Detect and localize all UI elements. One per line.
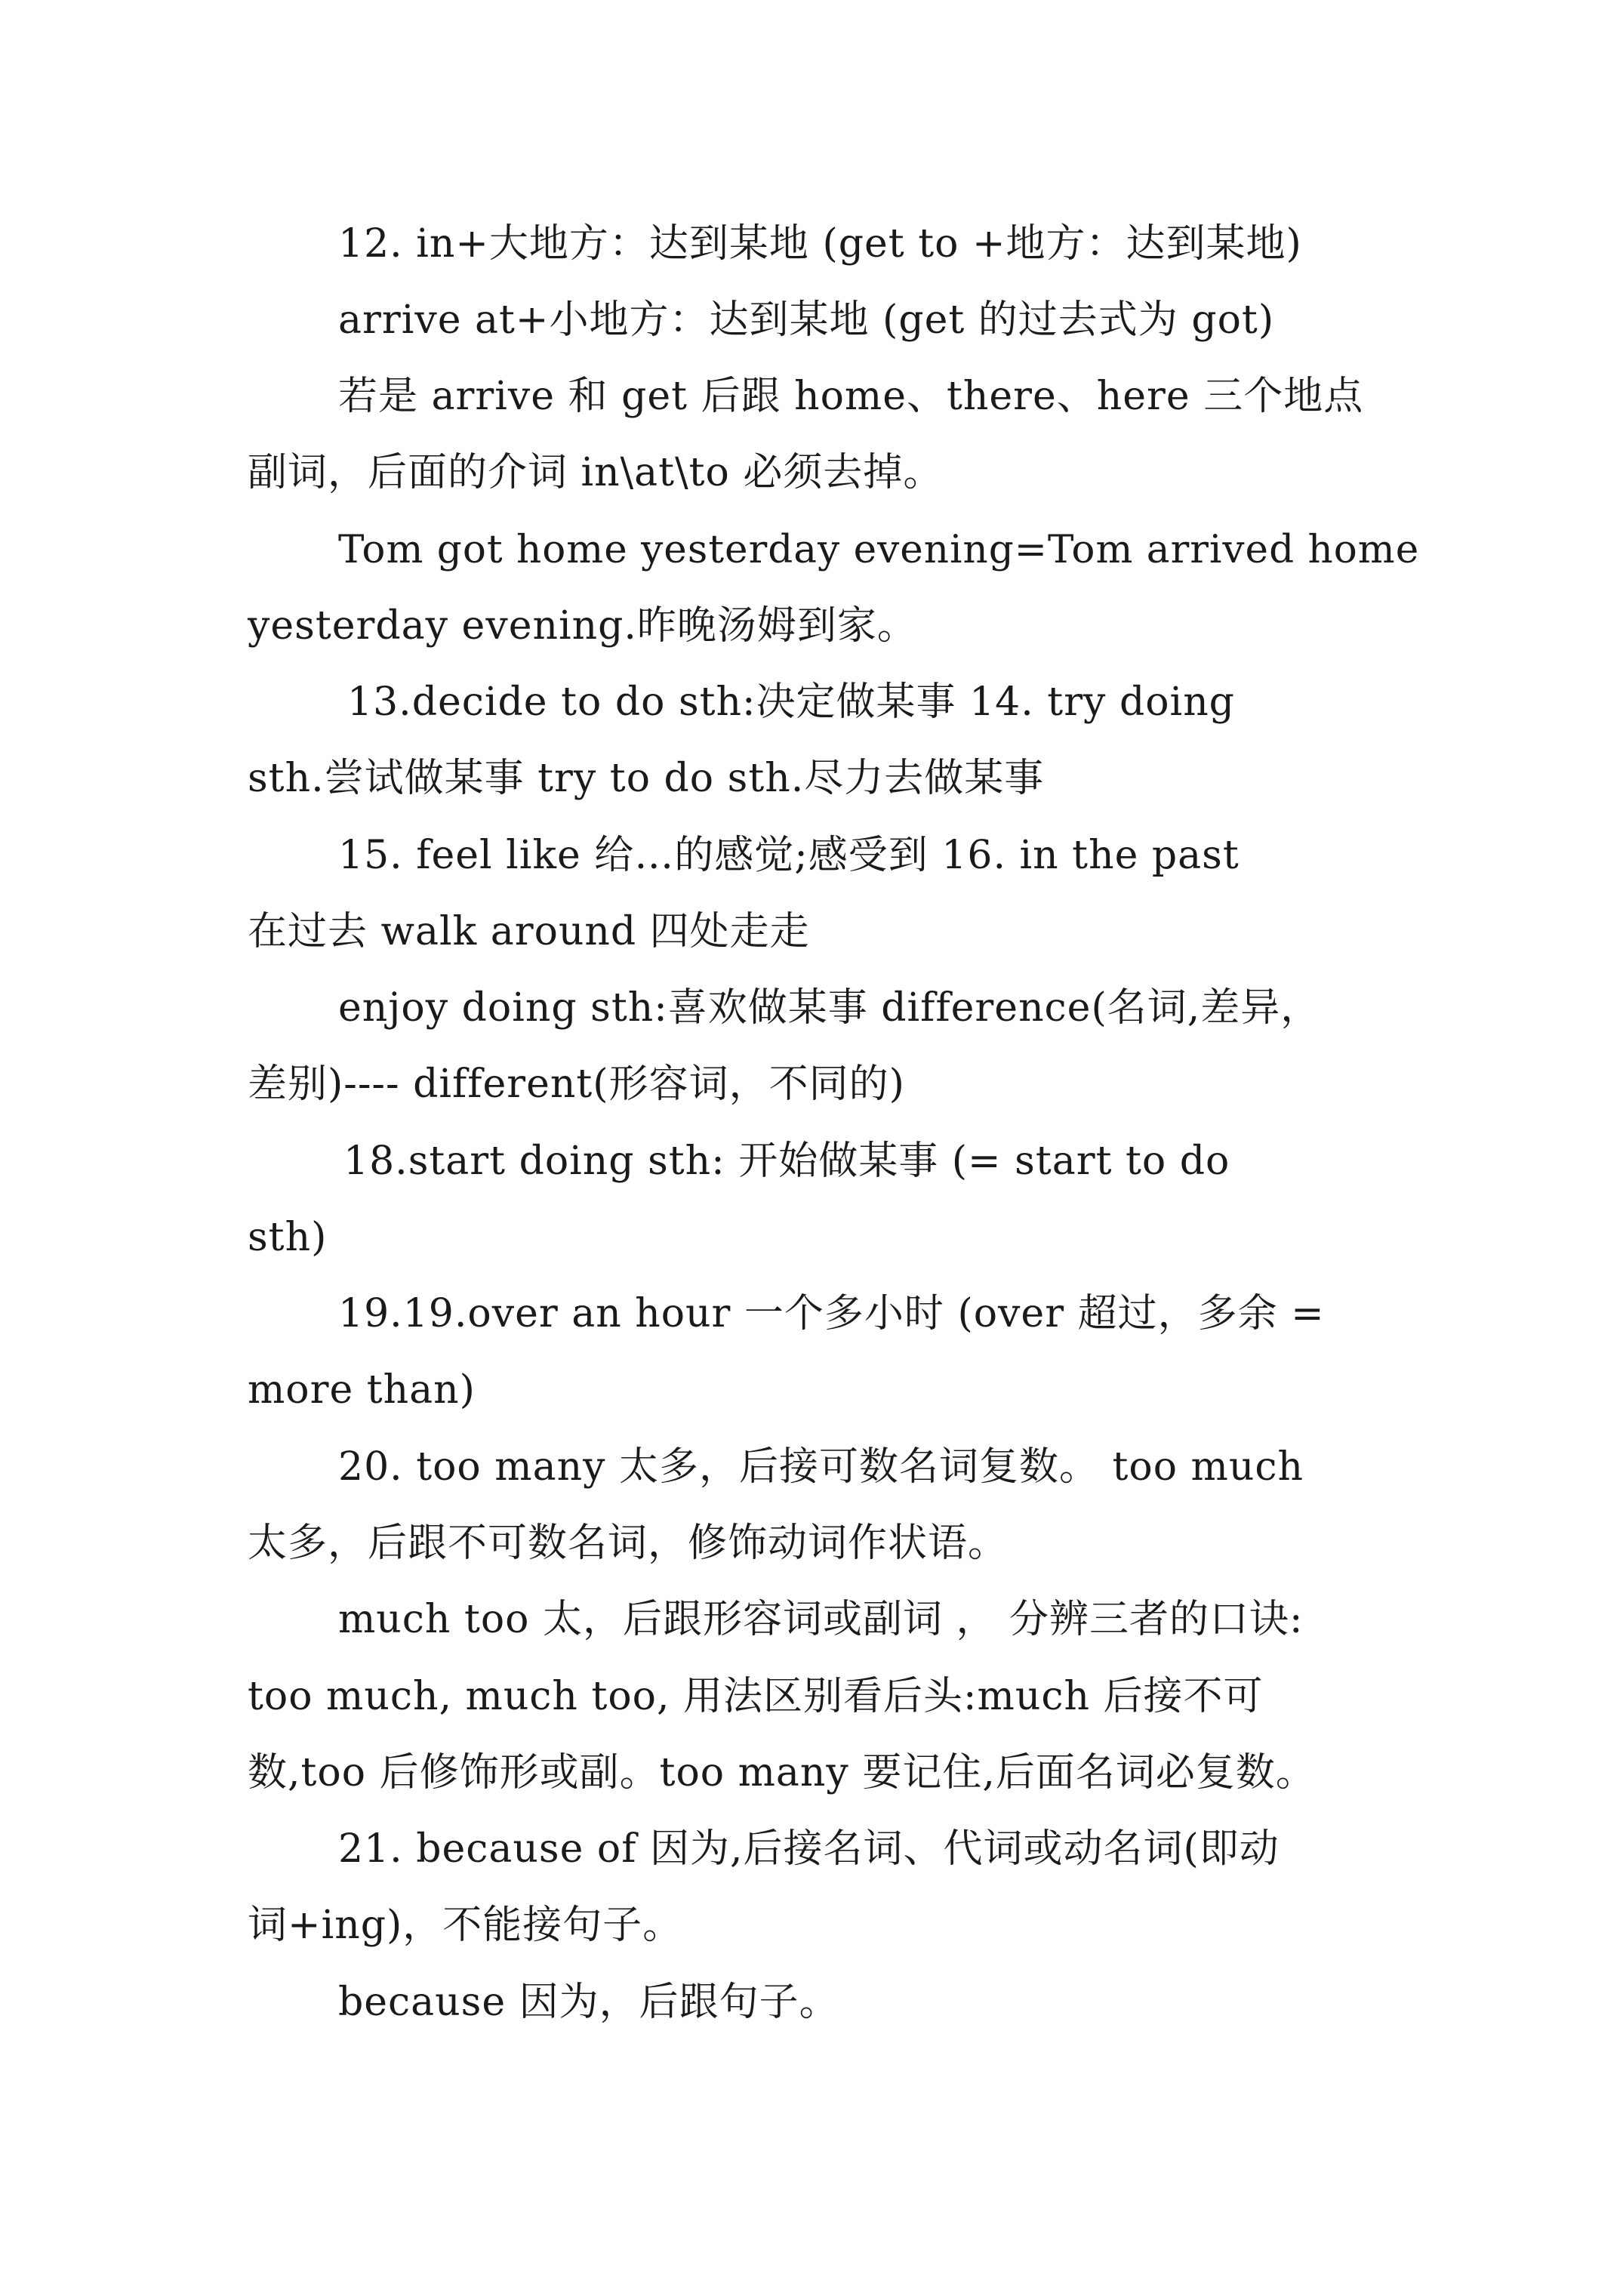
text-line-16: more than) — [248, 1367, 476, 1413]
text-line-22: 21. because of 因为,后接名词、代词或动名词(即动 — [338, 1826, 1280, 1872]
text-line-4: 副词，后面的介词 in\at\to 必须去掉。 — [248, 450, 944, 495]
text-line-10: 在过去 walk around 四处走走 — [248, 909, 810, 954]
text-line-9: 15. feel like 给…的感觉;感受到 16. in the past — [338, 833, 1240, 878]
text-line-3: 若是 arrive 和 get 后跟 home、there、here 三个地点 — [338, 374, 1364, 419]
text-line-2: arrive at+小地方：达到某地 (get 的过去式为 got) — [338, 297, 1275, 343]
text-line-8: sth.尝试做某事 try to do sth.尽力去做某事 — [248, 756, 1045, 801]
text-line-5: Tom got home yesterday evening=Tom arrived home — [338, 527, 1420, 572]
text-line-21: 数,too 后修饰形或副。too many 要记住,后面名词必复数。 — [248, 1750, 1316, 1795]
text-line-13: 18.start doing sth: 开始做某事 (= start to do — [343, 1139, 1230, 1184]
text-line-12: 差别)---- different(形容词，不同的) — [248, 1062, 905, 1107]
text-line-24: because 因为，后跟句子。 — [338, 1980, 839, 2025]
text-line-15: 19.19.over an hour 一个多小时 (over 超过，多余 = — [338, 1291, 1325, 1336]
text-line-17: 20. too many 太多，后接可数名词复数。 too much — [338, 1444, 1304, 1490]
text-line-11: enjoy doing sth:喜欢做某事 difference(名词,差异， — [338, 985, 1321, 1031]
text-line-14: sth) — [248, 1215, 328, 1260]
text-line-18: 太多，后跟不可数名词，修饰动词作状语。 — [248, 1521, 1009, 1566]
text-line-6: yesterday evening.昨晚汤姆到家。 — [248, 603, 917, 649]
text-line-23: 词+ing)，不能接句子。 — [248, 1903, 683, 1948]
text-line-7: 13.decide to do sth:决定做某事 14. try doing — [347, 680, 1235, 725]
text-line-1: 12. in+大地方：达到某地 (get to +地方：达到某地) — [338, 221, 1302, 267]
text-line-19: much too 太，后跟形容词或副词 ， 分辨三者的口诀: — [338, 1597, 1304, 1642]
text-line-20: too much, much too, 用法区别看后头:much 后接不可 — [248, 1674, 1264, 1719]
